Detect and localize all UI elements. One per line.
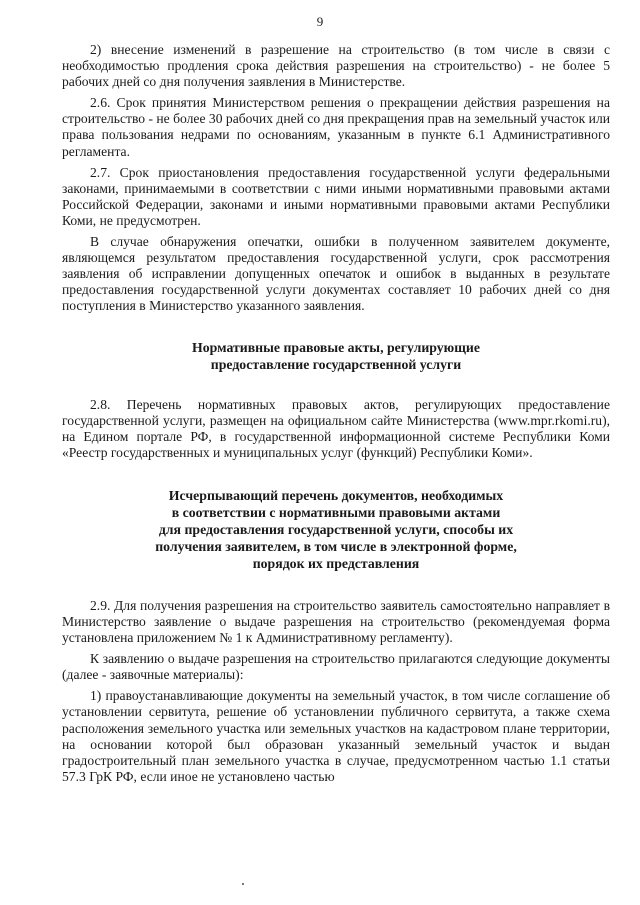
heading-line: порядок их представления [252,555,420,571]
page-number: 9 [316,14,324,29]
paragraph-2-8: 2.8. Перечень нормативных правовых актов, регулирующих предоставление государственной услуги, размещен на официальном сайте Министерства (www.mpr.rkomi.ru), на Едином портале РФ, в государственной информационной системе Республики Коми «Реестр государственных и муниципальных услуг (функций) Республики Коми». [62,396,610,460]
document-body [62,42,610,785]
section-heading-documents-list [62,487,610,572]
paragraph-attached-documents: К заявлению о выдаче разрешения на строительство прилагаются следующие документы (далее - заявочные материалы): [62,651,610,683]
paragraph-item-1: 1) правоустанавливающие документы на земельный участок, в том числе соглашение об установлении сервитута, решение об установлении публичного сервитута, а также схема расположения земельного участка или земельных участков на кадастровом плане территории, на основании которой был образован указанный земельный участок и выдан градостроительный план земельного участка в случае, предусмотренном частью 1.1 статьи 57.3 ГрК РФ, если иное не установлено частью [62,688,610,784]
section-heading-legal-acts [62,339,610,373]
heading-line: Нормативные правовые акты, регулирующие [192,339,480,355]
paragraph-item-2: 2) внесение изменений в разрешение на строительство (в том числе в связи с необходимостью продления срока действия разрешения на строительство) - не более 5 рабочих дней со дня получения заявления в Министерстве. [62,42,610,90]
scan-speck [242,883,244,885]
paragraph-2-9: 2.9. Для получения разрешения на строительство заявитель самостоятельно направляет в Министерство заявление о выдаче разрешения на строительство (рекомендуемая форма установлена приложением № 1 к Административному регламенту). [62,597,610,646]
heading-line: предоставление государственной услуги [210,356,462,372]
paragraph-typo-correction: В случае обнаружения опечатки, ошибки в полученном заявителем документе, являющемся результатом предоставления государственной услуги, срок рассмотрения заявления об исправлении допущенных опечаток и ошибок в выданных в результате предоставления государственной услуги документах составляет 10 рабочих дней со дня поступления в Министерство указанного заявления. [62,234,610,314]
paragraph-2-6: 2.6. Срок принятия Министерством решения о прекращении действия разрешения на строительство - не более 30 рабочих дней со дня прекращения прав на земельный участок или права пользования недрами по основаниям, указанным в пункте 6.1 Административного регламента. [62,95,610,159]
heading-line: получения заявителем, в том числе в электронной форме, [155,538,517,554]
heading-line: Исчерпывающий перечень документов, необходимых [168,487,504,503]
heading-line: в соответствии с нормативными правовыми актами [171,504,501,520]
heading-line: для предоставления государственной услуги, способы их [158,521,514,537]
paragraph-2-7: 2.7. Срок приостановления предоставления государственной услуги федеральными законами, принимаемыми в соответствии с ними иными нормативными правовыми актами Российской Федерации, законами и иными нормативными правовыми актами Республики Коми, не предусмотрен. [62,164,610,228]
